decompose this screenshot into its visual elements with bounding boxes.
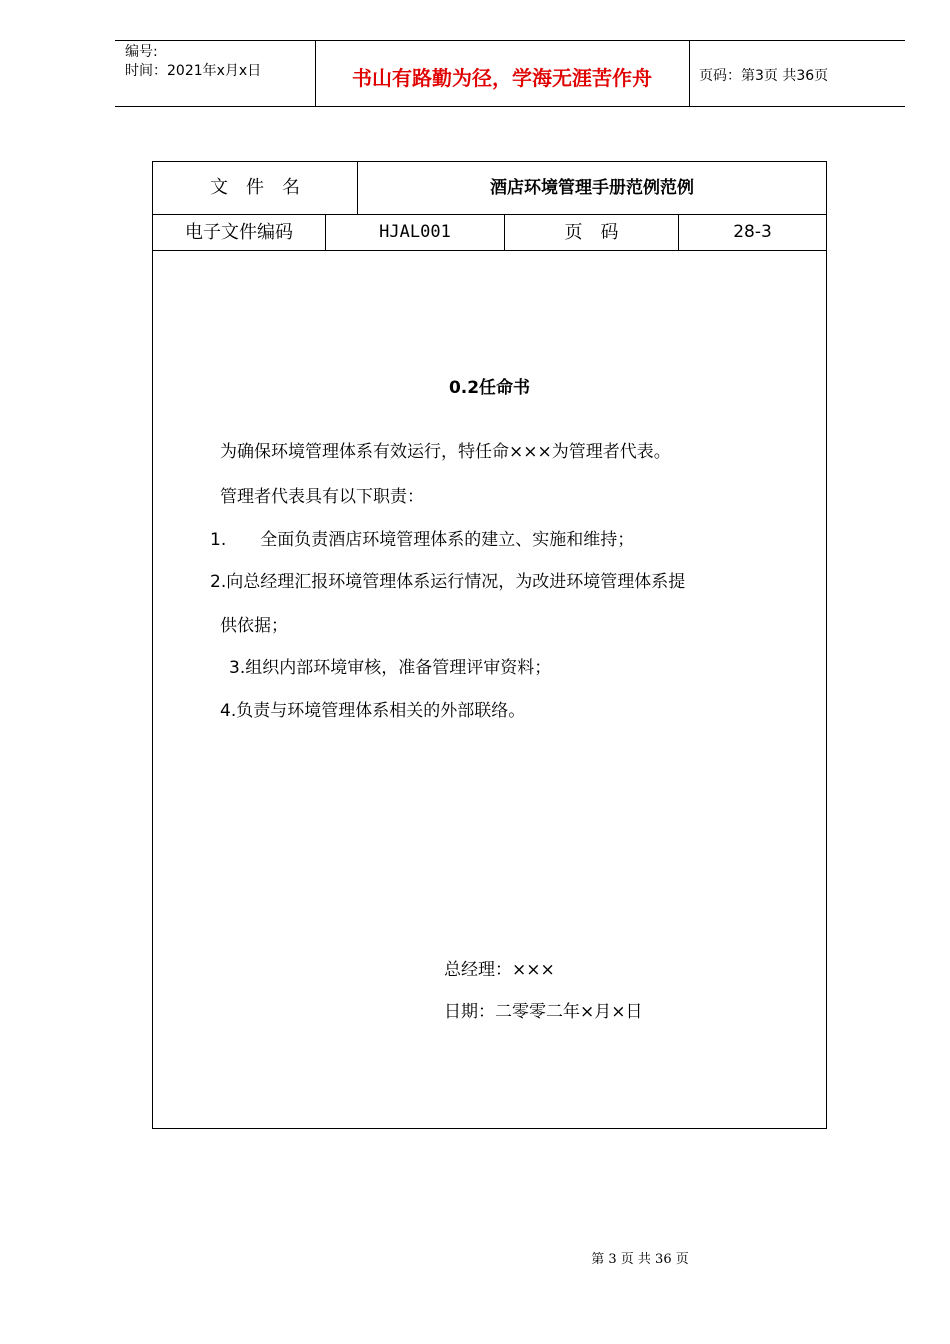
file-name-row [153, 162, 826, 215]
header-top-rule [115, 40, 905, 41]
page-footer: 第 3 页 共 36 页 [591, 1252, 689, 1267]
paragraph-appointment: 为确保环境管理体系有效运行，特任命×××为管理者代表。 [220, 442, 671, 462]
header-divider [689, 40, 690, 107]
duty-item-1: 1. 全面负责酒店环境管理体系的建立、实施和维持； [210, 530, 635, 550]
paragraph-duties-intro: 管理者代表具有以下职责： [220, 487, 424, 507]
duty-item-4: 4.负责与环境管理体系相关的外部联络。 [220, 701, 526, 721]
header-bottom-rule [115, 106, 905, 107]
file-name-label: 文 件 名 [153, 162, 358, 214]
code-key: 电子文件编码 [153, 215, 326, 250]
code-value: HJAL001 [326, 215, 505, 250]
duty-item-3: 3.组织内部环境审核，准备管理评审资料； [229, 658, 552, 678]
document-frame [152, 161, 827, 1129]
page-value: 28-3 [733, 222, 772, 242]
signer-line: 总经理：××× [444, 960, 555, 980]
duty-item-2-continued: 供依据； [220, 616, 288, 636]
time-label: 时间：2021年x月x日 [125, 63, 262, 79]
code-row [153, 215, 826, 251]
document-title: 0.2任命书 [448, 378, 531, 398]
header-page-number: 页码：第3页 共36页 [699, 68, 829, 84]
header-motto: 书山有路勤为径，学海无涯苦作舟 [352, 66, 652, 90]
page-key: 页 码 [505, 215, 679, 250]
header-meta [125, 43, 261, 81]
code-label: 编号: [125, 44, 158, 60]
file-name-value: 酒店环境管理手册范例范例 [490, 178, 694, 198]
duty-item-2: 2.向总经理汇报环境管理体系运行情况，为改进环境管理体系提 [210, 572, 686, 592]
page-header [115, 40, 905, 107]
date-line: 日期：二零零二年×月×日 [444, 1002, 643, 1022]
